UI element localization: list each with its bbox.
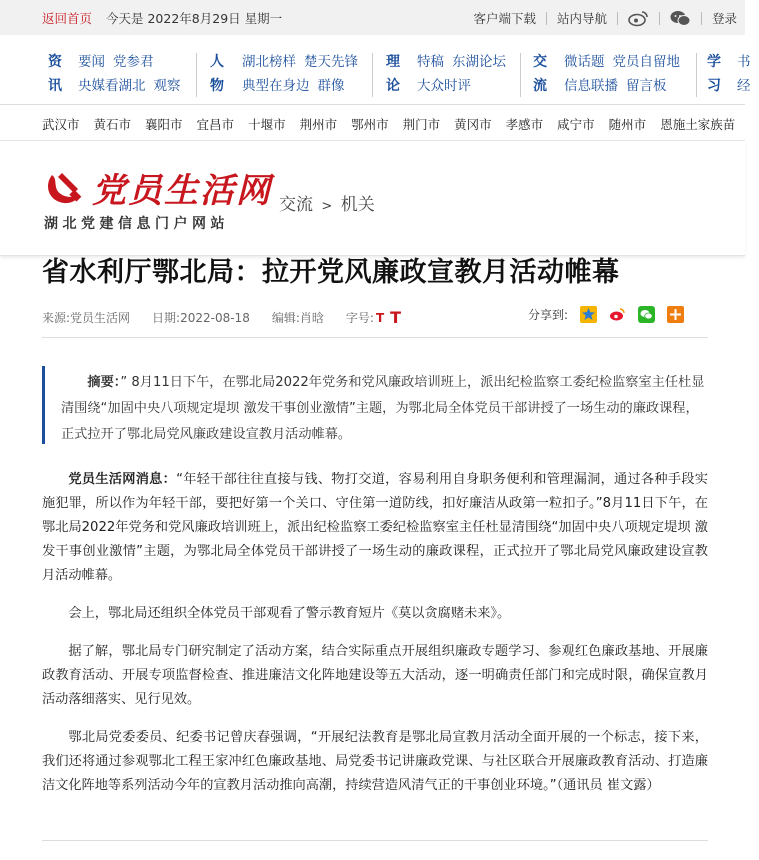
nav-link[interactable]: 典型在身边 — [242, 78, 310, 94]
login-link[interactable]: 登录 — [711, 11, 737, 26]
nav-link[interactable]: 东湖论坛 — [452, 54, 506, 70]
nav-link[interactable]: 党参君 — [113, 54, 154, 70]
wechat-icon[interactable] — [670, 10, 691, 27]
client-download-link[interactable]: 客户端下载 — [473, 11, 536, 26]
nav-link[interactable]: 书 — [737, 54, 751, 70]
divider — [696, 53, 697, 97]
city-link[interactable]: 荆门市 — [402, 117, 441, 132]
nav-link[interactable]: 经 — [737, 78, 751, 94]
article-source: 来源:党员生活网 — [42, 311, 131, 325]
paragraph: 鄂北局党委委员、纪委书记曾庆春强调，“开展纪法教育是鄂北局宣教月活动全面开展的一个标志，接下来，我们还将通过参观鄂北工程王家冲红色廉政基地、局党委书记讲廉政党课、与社区联合开展廉政教育活动、打造廉洁文化阵地等系列活动今年的宣教月活动推向高潮，持续营造风清气正的干事创业环境。”（通讯员 崔文露） — [42, 730, 708, 793]
more-share-icon[interactable] — [667, 306, 684, 323]
city-nav — [0, 105, 745, 141]
city-link[interactable]: 武汉市 — [42, 117, 80, 132]
city-link[interactable]: 黄冈市 — [454, 117, 492, 132]
nav-category-theory: 理 论 — [386, 54, 400, 94]
party-emblem-icon — [42, 167, 84, 209]
summary-text: ” 8月11日下午，在鄂北局2022年党务和党风廉政培训班上，派出纪检监察工委纪检监察室主任杜显清围绕“加固中央八项规定堤坝 激发干事创业激情”主题，为鄂北局全体党员干部讲授了一场生动的廉政课程，正式拉开了鄂北局党风廉政建设宣教月活动帷幕。 — [61, 375, 705, 442]
nav-link[interactable]: 楚天先锋 — [304, 54, 358, 70]
divider — [701, 12, 702, 25]
city-link[interactable]: 十堰市 — [248, 117, 286, 132]
nav-link[interactable]: 大众时评 — [417, 78, 471, 94]
lead-label: 党员生活网消息： — [68, 472, 177, 487]
weibo-icon[interactable] — [628, 10, 649, 27]
top-right-links — [473, 9, 737, 27]
share-label: 分享到: — [528, 308, 569, 322]
nav-category-news: 资 讯 — [48, 54, 62, 94]
top-bar — [0, 0, 745, 35]
paragraph: 据了解，鄂北局专门研究制定了活动方案，结合实际重点开展组织廉政专题学习、参观红色廉政基地、开展廉政教育活动、开展专项监督检查、推进廉洁文化阵地建设等五大活动，逐一明确责任部门和完成时限，确保宣教月活动落细落实、见行见效。 — [42, 644, 708, 707]
article-body — [42, 468, 708, 812]
city-link[interactable]: 鄂州市 — [351, 117, 389, 132]
breadcrumb-link[interactable]: 交流 — [279, 195, 313, 215]
city-link[interactable]: 随州市 — [608, 117, 647, 132]
city-link[interactable]: 孝感市 — [505, 117, 544, 132]
city-link[interactable]: 恩施土家族苗 — [660, 117, 736, 132]
current-date: 今天是 2022年8月29日 星期一 — [106, 11, 283, 26]
divider — [617, 12, 618, 25]
nav-link[interactable]: 群像 — [317, 78, 345, 94]
city-link[interactable]: 宜昌市 — [196, 117, 235, 132]
paragraph: 党员生活网消息：“年轻干部往往直接与钱、物打交道，容易利用自身职务便利和管理漏洞，通过各种手段实施犯罪，所以作为年轻干部，要把好第一个关口、守住第一道防线，扣好廉洁从政第一粒扣子。”8月11日下午，在鄂北局2022年党务和党风廉政培训班上，派出纪检监察工委纪检监察室主任杜显清围绕“加固中央八项规定堤坝 激发干事创业激情”主题，为鄂北局全体党员干部讲授了一场生动的廉政课程，正式拉开了鄂北局党风廉政建设宣教月活动帷幕。 — [42, 472, 708, 583]
nav-link[interactable]: 观察 — [153, 78, 181, 94]
site-header — [0, 141, 745, 256]
nav-link[interactable]: 党员自留地 — [612, 54, 680, 70]
article-title: 省水利厅鄂北局：拉开党风廉政宣教月活动帷幕 — [42, 257, 620, 288]
divider — [520, 53, 521, 97]
font-size-large-button[interactable]: T — [390, 308, 402, 327]
breadcrumb — [279, 190, 375, 215]
city-link[interactable]: 荆州市 — [299, 117, 338, 132]
nav-link[interactable]: 信息联播 — [564, 78, 618, 94]
city-link[interactable]: 襄阳市 — [145, 117, 183, 132]
breadcrumb-separator: > — [321, 199, 333, 214]
nav-link[interactable]: 央媒看湖北 — [78, 78, 146, 94]
share-bar — [528, 306, 684, 323]
nav-link[interactable]: 留言板 — [626, 78, 667, 94]
city-link[interactable]: 黄石市 — [93, 117, 132, 132]
summary-label: 摘要： — [87, 375, 121, 390]
qzone-icon[interactable] — [580, 306, 597, 323]
site-logo-title[interactable]: 党员生活网 — [92, 171, 272, 211]
city-link[interactable]: 咸宁市 — [557, 117, 595, 132]
home-link[interactable]: 返回首页 — [42, 11, 93, 26]
main-nav — [0, 35, 751, 105]
divider — [42, 840, 708, 841]
article-editor: 编辑:肖晗 — [271, 311, 324, 325]
paragraph: 会上，鄂北局还组织全体党员干部观看了警示教育短片《莫以贪腐赌未来》。 — [68, 606, 511, 621]
divider — [546, 12, 547, 25]
font-size-label: 字号: — [345, 311, 374, 325]
nav-category-people: 人 物 — [210, 54, 224, 94]
divider — [42, 337, 708, 338]
nav-category-study: 学 习 — [707, 54, 721, 94]
article-date: 日期:2022-08-18 — [152, 311, 250, 325]
nav-link[interactable]: 湖北榜样 — [242, 54, 296, 70]
breadcrumb-link[interactable]: 机关 — [340, 195, 375, 215]
wechat-share-icon[interactable] — [638, 306, 655, 323]
nav-link[interactable]: 特稿 — [417, 54, 444, 70]
nav-category-exchange: 交 流 — [533, 54, 547, 94]
divider — [196, 53, 197, 97]
nav-link[interactable]: 要闻 — [78, 54, 105, 70]
site-logo-subtitle: 湖北党建信息门户网站 — [44, 216, 229, 232]
divider — [659, 12, 660, 25]
article-summary — [42, 366, 708, 444]
divider — [372, 53, 373, 97]
font-size-small-button[interactable]: T — [375, 310, 385, 325]
weibo-share-icon[interactable] — [609, 306, 626, 323]
site-nav-link[interactable]: 站内导航 — [556, 11, 607, 26]
nav-link[interactable]: 微话题 — [564, 54, 605, 70]
